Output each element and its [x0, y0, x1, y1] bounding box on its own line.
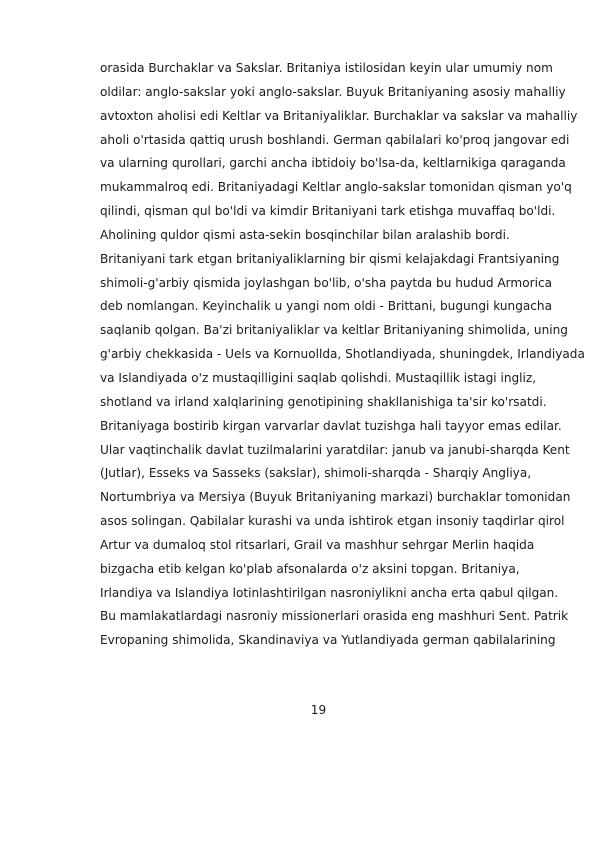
- text-line: Britaniyani tark etgan britaniyaliklarning bir qismi kelajakdagi Frantsiyaning: [100, 251, 560, 266]
- text-line: orasida Burchaklar va Sakslar. Britaniya istilosidan keyin ular umumiy nom: [100, 61, 553, 75]
- page-number: 19: [310, 703, 327, 717]
- text-line: Bu mamlakatlardagi nasroniy missionerlari orasida eng mashhuri Sent. Patrik: [100, 609, 569, 624]
- text-line: bizgacha etib kelgan ko'plab afsonalarda o'z aksini topgan. Britaniya,: [100, 561, 520, 576]
- text-line: Nortumbriya va Mersiya (Buyuk Britaniyaning markazi) burchaklar tomonidan: [100, 490, 571, 505]
- text-line: saqlanib qolgan. Ba'zi britaniyaliklar va keltlar Britaniyaning shimolida, uning: [100, 323, 568, 338]
- text-line: g'arbiy chekkasida - Uels va Kornuollda, Shotlandiyada, shuningdek, Irlandiyada: [100, 347, 585, 362]
- text-line: (Jutlar), Esseks va Sasseks (sakslar), shimoli-sharqda - Sharqiy Angliya,: [100, 466, 532, 481]
- text-line: shotland va irland xalqlarining genotipining shakllanishiga ta'sir ko'rsatdi.: [100, 394, 547, 409]
- text-line: shimoli-g'arbiy qismida joylashgan bo'lib, o'sha paytda bu hudud Armorica: [100, 275, 553, 290]
- text-line: avtoxton aholisi edi Keltlar va Britaniyaliklar. Burchaklar va sakslar va mahalliy: [100, 108, 578, 123]
- body-text: [100, 57, 595, 653]
- text-line: oldilar: anglo-sakslar yoki anglo-sakslar. Buyuk Britaniyaning asosiy mahalliy: [100, 84, 566, 99]
- text-line: va Islandiyada o'z mustaqilligini saqlab qolishdi. Mustaqillik istagi ingliz,: [100, 370, 537, 385]
- text-line: Artur va dumaloq stol ritsarlari, Grail va mashhur sehrgar Merlin haqida: [100, 537, 535, 552]
- text-line: va ularning qurollari, garchi ancha ibtidoiy bo'lsa-da, keltlarnikiga qaraganda: [100, 156, 566, 171]
- text-line: Britaniyaga bostirib kirgan varvarlar davlat tuzishga hali tayyor emas edilar.: [100, 418, 562, 433]
- text-line: deb nomlangan. Keyinchalik u yangi nom oldi - Brittani, bugungi kungacha: [100, 299, 553, 314]
- text-line: Evropaning shimolida, Skandinaviya va Yutlandiyada german qabilalarining: [100, 633, 556, 648]
- text-line: mukammalroq edi. Britaniyadagi Keltlar anglo-sakslar tomonidan qisman yo'q: [100, 180, 572, 195]
- text-line: aholi o'rtasida qattiq urush boshlandi. German qabilalari ko'proq jangovar edi: [100, 132, 570, 147]
- text-line: Ular vaqtinchalik davlat tuzilmalarini yaratdilar: janub va janubi-sharqda Kent: [100, 442, 570, 457]
- text-line: Aholining quldor qismi asta-sekin bosqinchilar bilan aralashib bordi.: [100, 227, 510, 242]
- text-line: asos solingan. Qabilalar kurashi va unda ishtirok etgan insoniy taqdirlar qirol: [100, 514, 565, 529]
- text-line: Irlandiya va Islandiya lotinlashtirilgan nasroniylikni ancha erta qabul qilgan.: [100, 585, 559, 600]
- text-line: qilindi, qisman qul bo'ldi va kimdir Britaniyani tark etishga muvaffaq bo'ldi.: [100, 204, 556, 219]
